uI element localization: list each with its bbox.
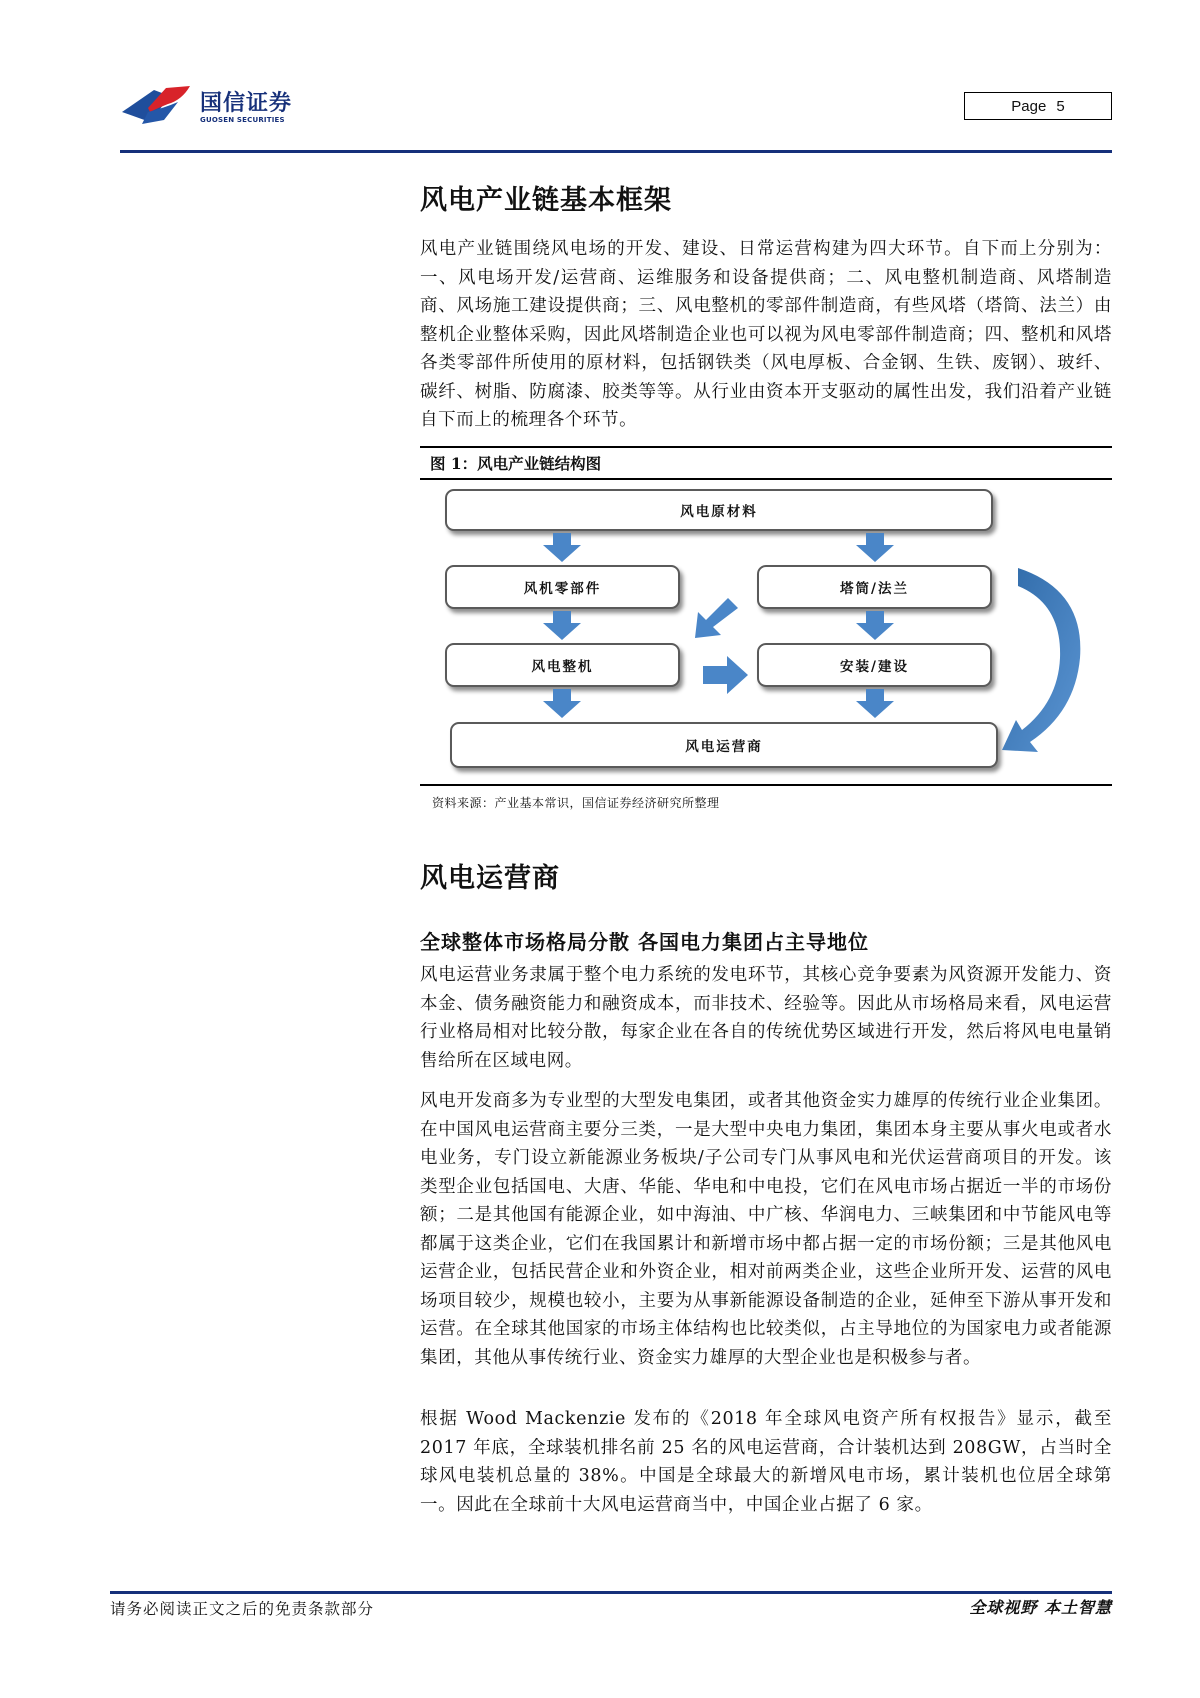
- arrow-right-turbine-to-install: [703, 656, 748, 694]
- box-turbine-parts: 风机零部件: [445, 565, 680, 609]
- arrow-diagonal-tower-to-turbine: [695, 598, 738, 638]
- footer-disclaimer[interactable]: 请务必阅读正文之后的免责条款部分: [110, 1600, 375, 1618]
- operators-paragraph-3: 根据 Wood Mackenzie 发布的《2018 年全球风电资产所有权报告》显示，截至 2017 年底，全球装机排名前 25 名的风电运营商，合计装机达到 208GW，占当时全球风电装机总量的 38%。中国是全球最大的新增风电市场，累计装机也位居全球第一。因此在全球前十大风电运营商当中，中国企业占据了 6 家。: [420, 1409, 1112, 1515]
- arrow-down-raw-to-tower: [856, 533, 894, 562]
- footer-divider: [110, 1591, 1112, 1594]
- figure-top-rule: [420, 446, 1112, 448]
- subsection-title-market: 全球整体市场格局分散 各国电力集团占主导地位: [420, 930, 869, 954]
- page-label: Page: [1011, 97, 1047, 115]
- box-installation: 安装/建设: [757, 643, 992, 687]
- operators-paragraph-2: 风电开发商多为专业型的大型发电集团，或者其他资金实力雄厚的传统行业企业集团。在中国风电运营商主要分三类，一是大型中央电力集团，集团本身主要从事火电或者水电业务，专门设立新能源业务板块/子公司专门从事风电和光伏运营商项目的开发。该类型企业包括国电、大唐、华能、华电和中电投，它们在风电市场占据近一半的市场份额；二是其他国有能源企业，如中海油、中广核、华润电力、三峡集团和中节能风电等都属于这类企业，它们在我国累计和新增市场中都占据一定的市场份额；三是其他风电运营企业，包括民营企业和外资企业，相对前两类企业，这些企业所开发、运营的风电场项目较少，规模也较小，主要为从事新能源设备制造的企业，延伸至下游从事开发和运营。在全球其他国家的市场主体结构也比较类似，占主导地位的为国家电力或者能源集团，其他从事传统行业、资金实力雄厚的大型企业也是积极参与者。: [420, 1091, 1112, 1368]
- guosen-logo-icon: [120, 82, 200, 130]
- arrow-down-raw-to-parts: [543, 533, 581, 562]
- footer-slogan: 全球视野 本土智慧: [969, 1598, 1112, 1617]
- box-raw-materials: 风电原材料: [445, 489, 993, 531]
- figure-bottom-rule: [420, 784, 1112, 786]
- section-title-industry-chain: 风电产业链基本框架: [420, 185, 672, 216]
- diagram-arrows: [420, 480, 1120, 780]
- figure-title: 图 1：风电产业链结构图: [430, 454, 602, 473]
- brand-name: 国信证券: [200, 91, 293, 116]
- page-indicator: [964, 92, 1112, 120]
- arrow-down-tower-to-install: [856, 611, 894, 640]
- industry-chain-paragraph: 风电产业链围绕风电场的开发、建设、日常运营构建为四大环节。自下而上分别为：一、风电场开发/运营商、运维服务和设备提供商；二、风电整机制造商、风塔制造商、风场施工建设提供商；三、风电整机的零部件制造商，有些风塔（塔筒、法兰）由整机企业整体采购，因此风塔制造企业也可以视为风电零部件制造商；四、整机和风塔各类零部件所使用的原材料，包括钢铁类（风电厚板、合金钢、生铁、废钢）、玻纤、碳纤、树脂、防腐漆、胶类等等。从行业由资本开支驱动的属性出发，我们沿着产业链自下而上的梳理各个环节。: [420, 239, 1112, 430]
- arrow-curved-feedback: [1002, 568, 1080, 752]
- header-divider: [120, 150, 1112, 153]
- section-title-operators: 风电运营商: [420, 863, 560, 894]
- operators-paragraph-1: 风电运营业务隶属于整个电力系统的发电环节，其核心竞争要素为风资源开发能力、资本金、债务融资能力和融资成本，而非技术、经验等。因此从市场格局来看，风电运营行业格局相对比较分散，每家企业在各自的传统优势区域进行开发，然后将风电电量销售给所在区域电网。: [420, 965, 1112, 1071]
- box-tower-flange: 塔筒/法兰: [757, 565, 992, 609]
- arrow-down-install-to-operator: [856, 689, 894, 718]
- figure-source: 资料来源：产业基本常识，国信证券经济研究所整理: [432, 796, 720, 810]
- arrow-down-turbine-to-operator: [543, 689, 581, 718]
- arrow-down-parts-to-turbine: [543, 611, 581, 640]
- box-operator: 风电运营商: [450, 722, 998, 768]
- box-turbine: 风电整机: [445, 643, 680, 687]
- brand-name-en: GUOSEN SECURITIES: [200, 116, 285, 124]
- page-number: 5: [1056, 97, 1065, 115]
